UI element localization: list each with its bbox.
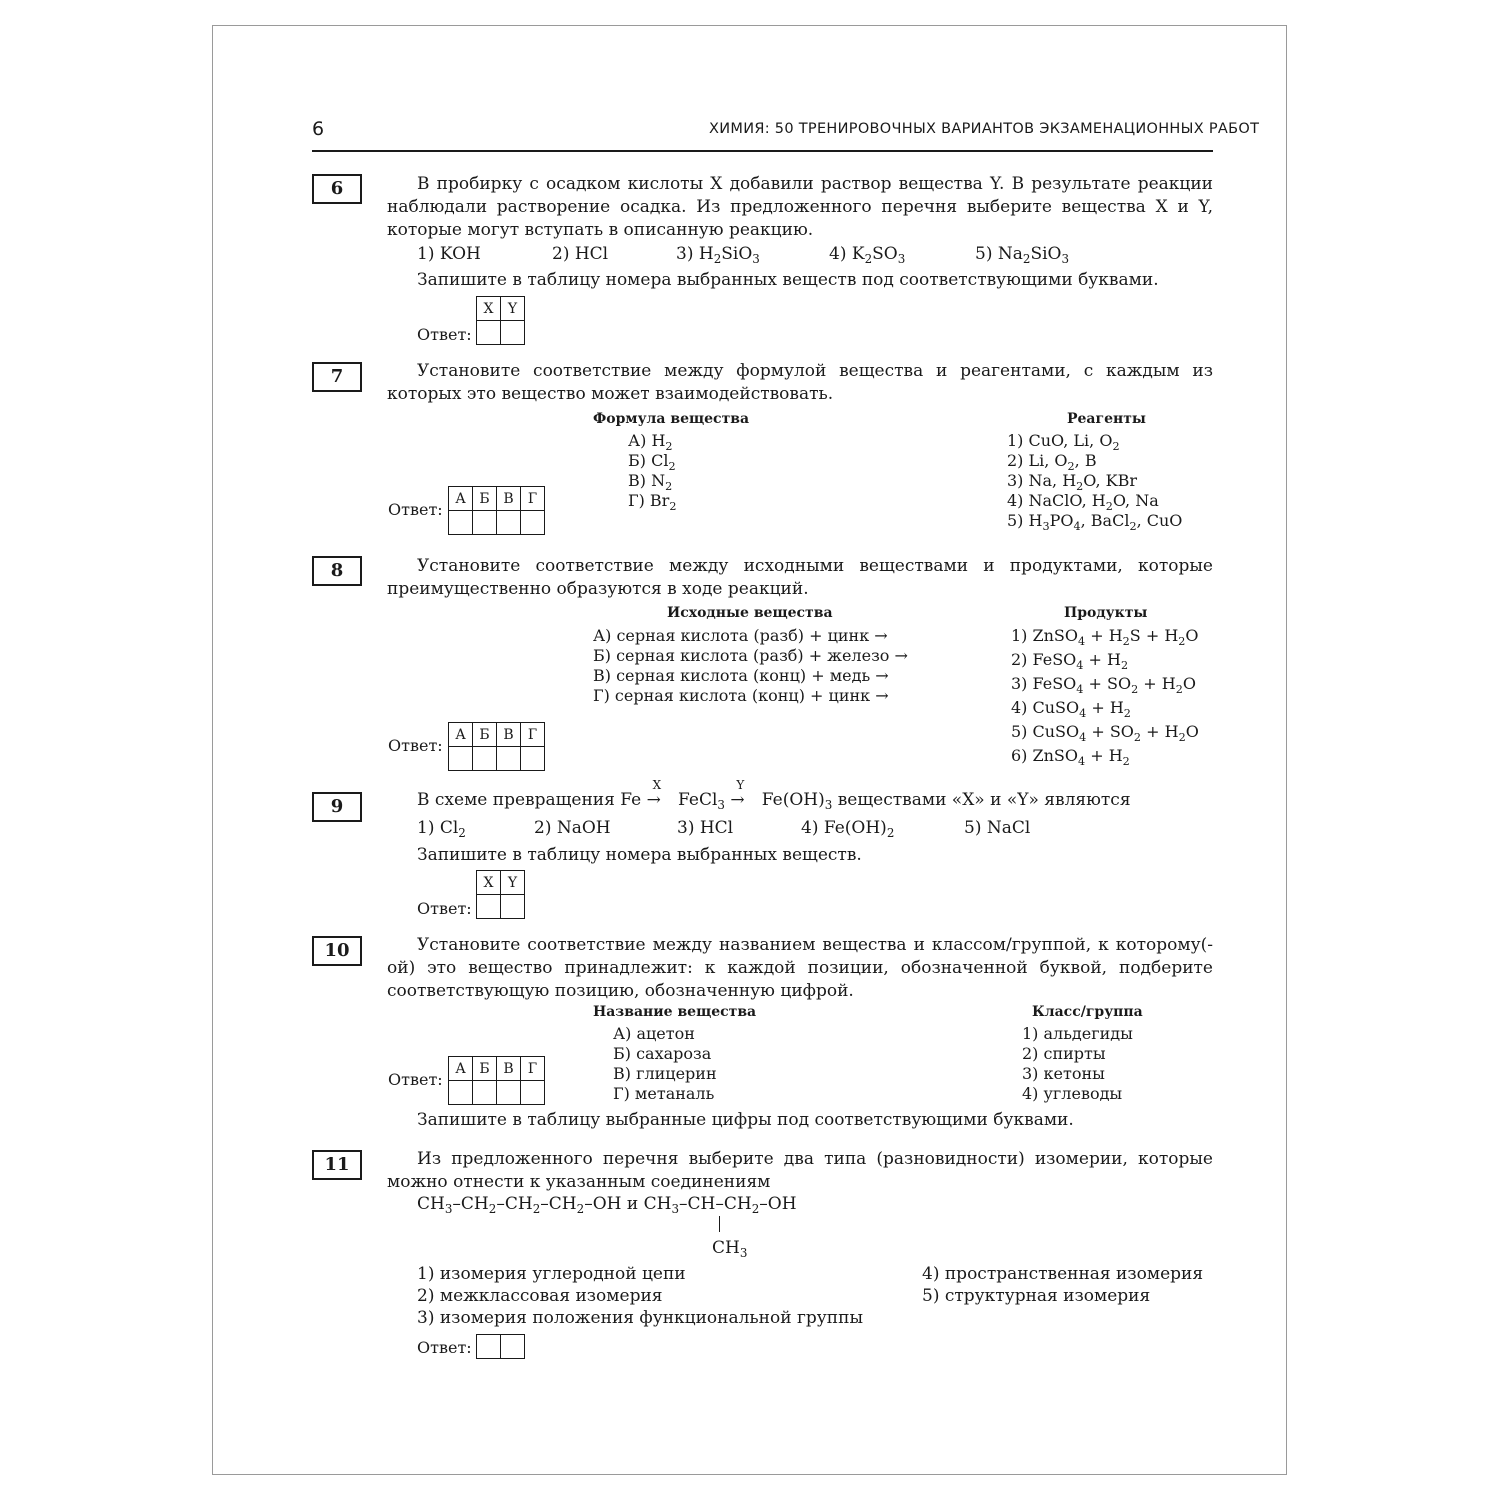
q7-col-v: В (497, 487, 521, 511)
q7-text: Установите соответствие между формулой вещества и реагентами, с каждым из которых это вещество может взаимодействовать. (387, 361, 1213, 404)
q7-formula-b: Б) $Cl_2$ (628, 451, 676, 473)
q9-answer-table (476, 870, 525, 919)
q7-col-a: А (449, 487, 473, 511)
q6-option-2: 2) HCl (552, 244, 609, 264)
q6-text: В пробирку с осадком кислоты X добавили раствор вещества Y. В результате реакции наблюдали растворение осадка. Из предложенного перечня выберите вещества X и Y, которые могут вступать в описанную реакцию. (387, 174, 1213, 240)
q8-col-v: В (497, 723, 521, 747)
q10-class-2: 2) спирты (1022, 1044, 1106, 1063)
q11-options-left (417, 1263, 863, 1329)
q6-col-y: Y (501, 297, 525, 321)
q7-left-header: Формула вещества (593, 411, 750, 427)
q8-text: Установите соответствие между исходными веществами и продуктами, которые преимущественно образуются в ходе реакций. (387, 556, 1213, 599)
q6-answer-cell-y[interactable] (501, 321, 525, 345)
q7-formulas (628, 431, 676, 511)
q9-option-5: 5) NaCl (964, 818, 1031, 838)
q11-formulas: $CH_3-CH_2-CH_2-CH_2-OH$ и $CH_3-CH-CH_2-OH$ (417, 1194, 797, 1217)
q10-answer-cell[interactable] (449, 1081, 473, 1105)
q10-text: Установите соответствие между названием вещества и классом/группой, к которому(-ой) это вещество принадлежит: к каждой позиции, обозначенной буквой, подберите соответствующую позицию, обозначенную цифрой. (387, 935, 1213, 1001)
q10-answer-table (448, 1056, 545, 1105)
q10-class-4: 4) углеводы (1022, 1084, 1123, 1103)
q9-instruction: Запишите в таблицу номера выбранных веществ. (417, 845, 862, 865)
q8-answer-cell[interactable] (521, 747, 545, 771)
q7-answer-label: Ответ: (388, 500, 443, 519)
q10-col-v: В (497, 1057, 521, 1081)
q10-substance-v: В) глицерин (613, 1064, 717, 1083)
q8-reactant-b: Б) серная кислота (разб) + железо → (593, 646, 908, 665)
q11-answer-cell-2[interactable] (501, 1335, 525, 1359)
q6-answer-cell-x[interactable] (477, 321, 501, 345)
q11-answer-label: Ответ: (417, 1338, 472, 1357)
q8-right-header: Продукты (1064, 605, 1148, 621)
q10-substances (613, 1024, 717, 1104)
q11-answer-table (476, 1334, 525, 1359)
q8-answer-cell[interactable] (473, 747, 497, 771)
q10-answer-cell[interactable] (521, 1081, 545, 1105)
q10-answer-label: Ответ: (388, 1070, 443, 1089)
running-title: ХИМИЯ: 50 ТРЕНИРОВОЧНЫХ ВАРИАНТОВ ЭКЗАМЕНАЦИОННЫХ РАБОТ (709, 121, 1260, 137)
q6-answer-label: Ответ: (417, 325, 472, 344)
q11-answer-cell-1[interactable] (477, 1335, 501, 1359)
q8-answer-table (448, 722, 545, 771)
question-number-9: 9 (312, 792, 362, 822)
q11-option-5: 5) структурная изомерия (922, 1286, 1151, 1306)
q8-product-2: 2) FeSO$_4$ + $H_2$ (1011, 650, 1129, 672)
q9-option-2: 2) NaOH (534, 818, 611, 838)
q9-option-4: 4) $Fe(OH)_2$ (801, 818, 895, 841)
q10-instruction: Запишите в таблицу выбранные цифры под соответствующими буквами. (417, 1110, 1074, 1130)
q8-col-b: Б (473, 723, 497, 747)
q7-reagent-1: 1) CuO, Li, $O_2$ (1007, 431, 1120, 453)
q10-answer-cell[interactable] (473, 1081, 497, 1105)
q7-reagent-4: 4) NaClO, $H_2O$, Na (1007, 491, 1159, 513)
q10-substance-g: Г) метаналь (613, 1084, 715, 1103)
q11-option-2: 2) межклассовая изомерия (417, 1286, 663, 1306)
q7-right-header: Реагенты (1067, 411, 1146, 427)
q6-answer-table (476, 296, 525, 345)
header-rule (312, 150, 1213, 152)
q10-col-b: Б (473, 1057, 497, 1081)
q7-answer-table (448, 486, 545, 535)
q9-answer-cell-y[interactable] (501, 895, 525, 919)
q7-reagents (1007, 431, 1182, 531)
q7-formula-g: Г) $Br_2$ (628, 491, 677, 513)
q7-answer-cell[interactable] (497, 511, 521, 535)
q9-option-3: 3) HCl (677, 818, 734, 838)
q10-classes (1022, 1024, 1133, 1104)
q11-option-3: 3) изомерия положения функциональной группы (417, 1308, 863, 1328)
q10-right-header: Класс/группа (1032, 1004, 1143, 1020)
q11-branch-methyl: $CH_3$ (712, 1238, 748, 1261)
q8-reactant-a: А) серная кислота (разб) + цинк → (593, 626, 888, 645)
q10-answer-cell[interactable] (497, 1081, 521, 1105)
q11-option-1: 1) изомерия углеродной цепи (417, 1264, 686, 1284)
q7-answer-cell[interactable] (521, 511, 545, 535)
q9-col-x: X (477, 871, 501, 895)
q8-product-6: 6) ZnSO$_4$ + $H_2$ (1011, 746, 1130, 768)
q7-answer-cell[interactable] (449, 511, 473, 535)
q10-class-1: 1) альдегиды (1022, 1024, 1133, 1043)
q8-product-5: 5) CuSO$_4$ + $SO_2 + H_2O$ (1011, 722, 1199, 744)
q7-col-b: Б (473, 487, 497, 511)
q9-col-y: Y (501, 871, 525, 895)
q8-product-4: 4) CuSO$_4$ + $H_2$ (1011, 698, 1131, 720)
q9-answer-cell-x[interactable] (477, 895, 501, 919)
q6-option-3: 3) $H_2SiO_3$ (676, 244, 760, 267)
question-number-7: 7 (312, 362, 362, 392)
q8-answer-cell[interactable] (449, 747, 473, 771)
q6-col-x: X (477, 297, 501, 321)
q7-reagent-3: 3) Na, $H_2O$, KBr (1007, 471, 1138, 493)
q9-arrow-y: Y → (730, 778, 745, 810)
q8-answer-cell[interactable] (497, 747, 521, 771)
q10-substance-a: А) ацетон (613, 1024, 695, 1043)
q9-scheme: В схеме превращения Fe X → FeCl$_3$ Y → $Fe(OH)_3$ веществами «X» и «Y» являются (417, 778, 1131, 813)
q8-reactant-g: Г) серная кислота (конц) + цинк → (593, 686, 889, 705)
q6-option-4: 4) $K_2SO_3$ (829, 244, 906, 267)
q11-option-4: 4) пространственная изомерия (922, 1264, 1204, 1284)
q9-arrow-x: X → (646, 778, 662, 810)
question-number-10: 10 (312, 936, 362, 966)
q7-formula-v: В) $N_2$ (628, 471, 673, 493)
question-number-11: 11 (312, 1150, 362, 1180)
q11-options-right (922, 1263, 1203, 1307)
q6-option-5: 5) $Na_2SiO_3$ (975, 244, 1070, 267)
page-number: 6 (312, 118, 325, 140)
q9-option-1: 1) $Cl_2$ (417, 818, 466, 841)
q8-product-3: 3) FeSO$_4$ + $SO_2 + H_2O$ (1011, 674, 1196, 696)
question-number-6: 6 (312, 174, 362, 204)
q8-reactant-v: В) серная кислота (конц) + медь → (593, 666, 889, 685)
q8-product-1: 1) ZnSO$_4$ + $H_2S + H_2O$ (1011, 626, 1199, 648)
q11-branch-bond (719, 1216, 720, 1232)
q7-formula-a: А) $H_2$ (628, 431, 673, 453)
q7-col-g: Г (521, 487, 545, 511)
q7-answer-cell[interactable] (473, 511, 497, 535)
q9-answer-label: Ответ: (417, 899, 472, 918)
question-number-8: 8 (312, 556, 362, 586)
q6-instruction: Запишите в таблицу номера выбранных веществ под соответствующими буквами. (417, 270, 1159, 290)
q8-products (1011, 624, 1199, 768)
q8-left-header: Исходные вещества (667, 605, 833, 621)
q7-reagent-5: 5) $H_3PO_4$, BaCl$_2$, CuO (1007, 511, 1183, 533)
q10-col-g: Г (521, 1057, 545, 1081)
q10-class-3: 3) кетоны (1022, 1064, 1105, 1083)
q10-col-a: А (449, 1057, 473, 1081)
q7-reagent-2: 2) Li, $O_2$, B (1007, 451, 1097, 473)
q10-substance-b: Б) сахароза (613, 1044, 712, 1063)
q10-left-header: Название вещества (593, 1004, 757, 1020)
q8-col-g: Г (521, 723, 545, 747)
q8-reactants (593, 626, 908, 706)
q8-col-a: А (449, 723, 473, 747)
q11-text: Из предложенного перечня выберите два типа (разновидности) изомерии, которые можно отнести к указанным соединениям (387, 1149, 1213, 1192)
q6-option-1: 1) KOH (417, 244, 481, 264)
q8-answer-label: Ответ: (388, 736, 443, 755)
